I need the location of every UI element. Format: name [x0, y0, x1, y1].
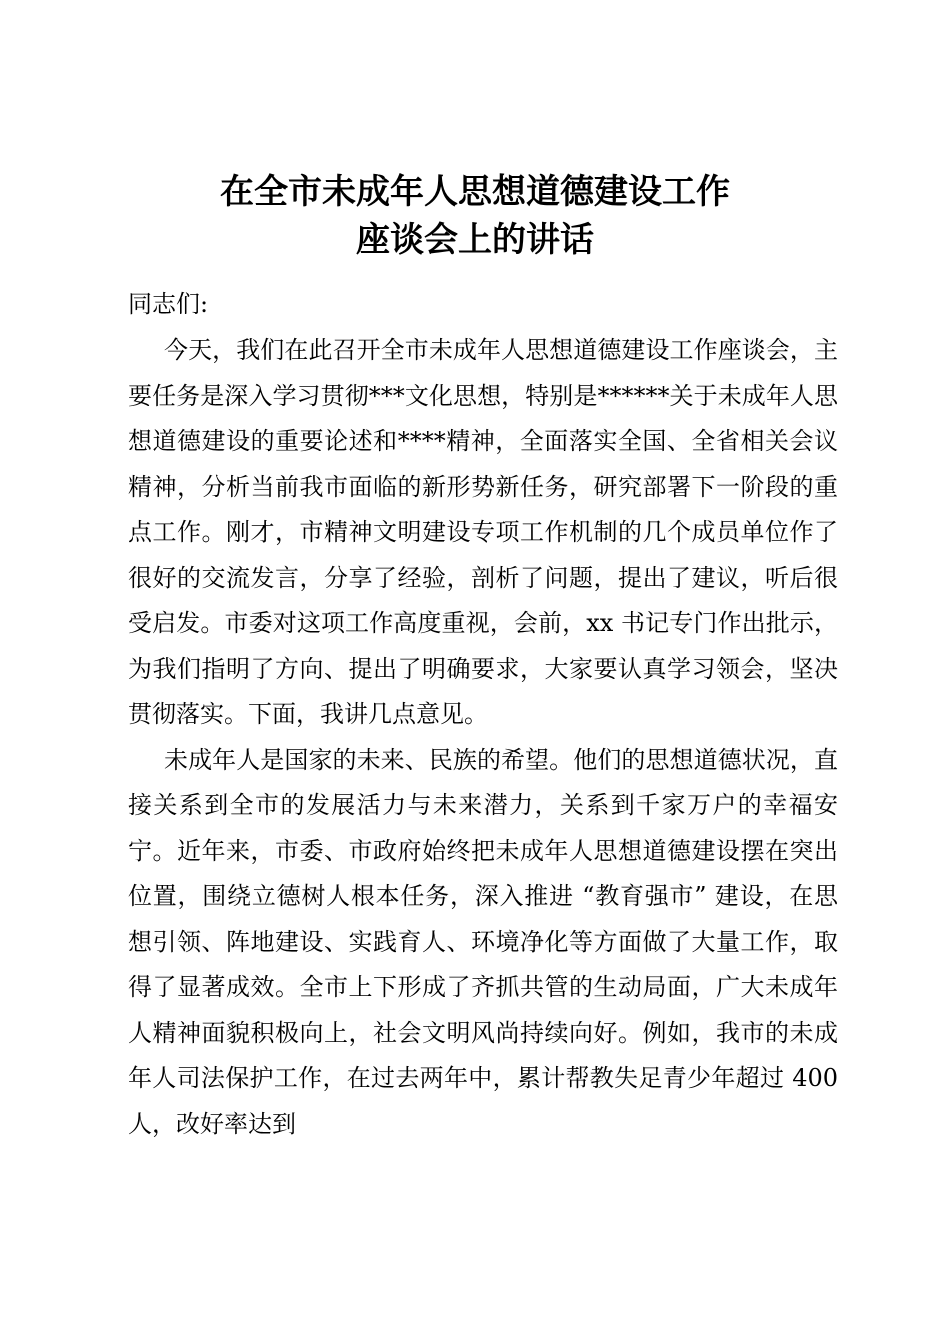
document-title-line-2: 座谈会上的讲话: [356, 220, 594, 260]
paragraph-1: 今天，我们在此召开全市未成年人思想道德建设工作座谈会，主要任务是深入学习贯彻***文化思想，特别是******关于未成年人思想道德建设的重要论述和****精神，全面落实全国、全省相关会议精神，分析当前我市面临的新形势新任务，研究部署下一阶段的重点工作。刚才，市精神文明建设专项工作机制的几个成员单位作了很好的交流发言，分享了经验，剖析了问题，提出了建议，听后很受启发。市委对这项工作高度重视，会前，xx 书记专门作出批示，为我们指明了方向、提出了明确要求，大家要认真学习领会，坚决贯彻落实。下面，我讲几点意见。: [128, 336, 838, 728]
paragraph-2: 未成年人是国家的未来、民族的希望。他们的思想道德状况，直接关系到全市的发展活力与未来潜力，关系到千家万户的幸福安宁。近年来，市委、市政府始终把未成年人思想道德建设摆在突出位置，围绕立德树人根本任务，深入推进 “教育强市” 建设，在思想引领、阵地建设、实践育人、环境净化等方面做了大量工作，取得了显著成效。全市上下形成了齐抓共管的生动局面，广大未成年人精神面貌积极向上，社会文明风尚持续向好。例如，我市的未成年人司法保护工作，在过去两年中，累计帮教失足青少年超过 400 人，改好率达到: [128, 745, 838, 1138]
document-body: [128, 328, 838, 1147]
document-title-line-1: 在全市未成年人思想道德建设工作: [220, 172, 730, 212]
salutation: 同志们:: [128, 290, 209, 318]
